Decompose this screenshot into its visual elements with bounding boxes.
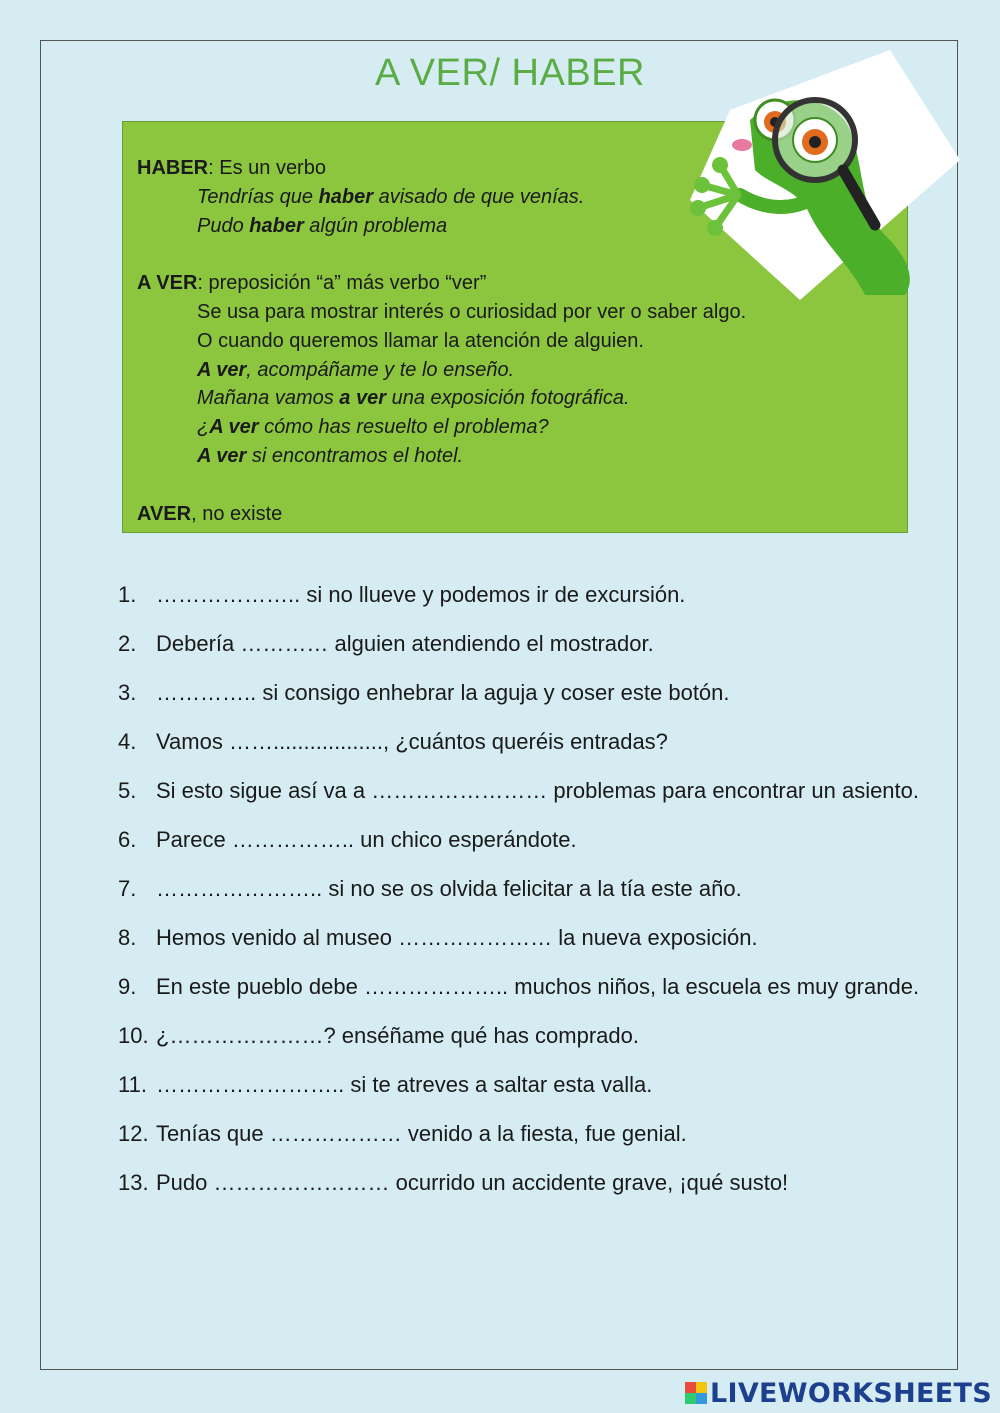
aver-example-2: Mañana vamos a ver una exposición fotográfica. xyxy=(197,387,630,410)
aver-no-existe: AVER, no existe xyxy=(137,502,283,525)
exercise-item: 6. Parece …………….. un chico esperándote. xyxy=(118,827,577,852)
page-title: A VER/ HABER xyxy=(375,52,645,94)
exercise-item: 4. Vamos …….................., ¿cuántos queréis entradas? xyxy=(118,729,668,754)
haber-definition: HABER: Es un verbo xyxy=(137,157,326,179)
exercise-item: 3. ………….. si consigo enhebrar la aguja y coser este botón. xyxy=(118,680,730,705)
exercise-item: 7. ………………….. si no se os olvida felicitar a la tía este año. xyxy=(118,876,742,901)
liveworksheets-brand[interactable] xyxy=(685,1375,992,1411)
exercise-item: 9. En este pueblo debe ……………….. muchos niños, la escuela es muy grande. xyxy=(118,974,920,999)
haber-example-1: Tendrías que haber avisado de que venías. xyxy=(197,185,585,208)
aver-example-1: A ver, acompáñame y te lo enseño. xyxy=(197,358,515,381)
exercise-item: 1. ……………….. si no llueve y podemos ir de excursión. xyxy=(118,582,686,607)
aver-example-4: A ver si encontramos el hotel. xyxy=(197,444,464,467)
exercise-item: 5. Si esto sigue así va a …………………… problemas para encontrar un asiento. xyxy=(118,778,920,803)
liveworksheets-logo-icon xyxy=(685,1382,707,1404)
exercise-list xyxy=(118,570,928,1207)
aver-usage-1: Se usa para mostrar interés o curiosidad por ver o saber algo. xyxy=(197,300,747,323)
aver-example-3: ¿A ver cómo has resuelto el problema? xyxy=(197,416,549,439)
aver-usage-2: O cuando queremos llamar la atención de alguien. xyxy=(197,329,644,352)
aver-definition: A VER: preposición “a” más verbo “ver” xyxy=(137,272,487,295)
exercise-item: 8. Hemos venido al museo ………………… la nueva exposición. xyxy=(118,925,758,950)
haber-example-2: Pudo haber algún problema xyxy=(197,214,448,237)
exercise-item: 13. Pudo …………………… ocurrido un accidente grave, ¡qué susto! xyxy=(118,1170,789,1195)
exercise-item: 10. ¿…………………? enséñame qué has comprado. xyxy=(118,1023,639,1048)
exercise-item: 12. Tenías que ……………… venido a la fiesta, fue genial. xyxy=(118,1121,687,1146)
frog-magnifier-illustration xyxy=(660,50,960,300)
brand-name: LIVEWORKSHEETS xyxy=(709,1377,992,1409)
exercise-item: 11. …………………….. si te atreves a saltar esta valla. xyxy=(118,1072,653,1097)
exercise-item: 2. Debería ………… alguien atendiendo el mostrador. xyxy=(118,631,654,656)
